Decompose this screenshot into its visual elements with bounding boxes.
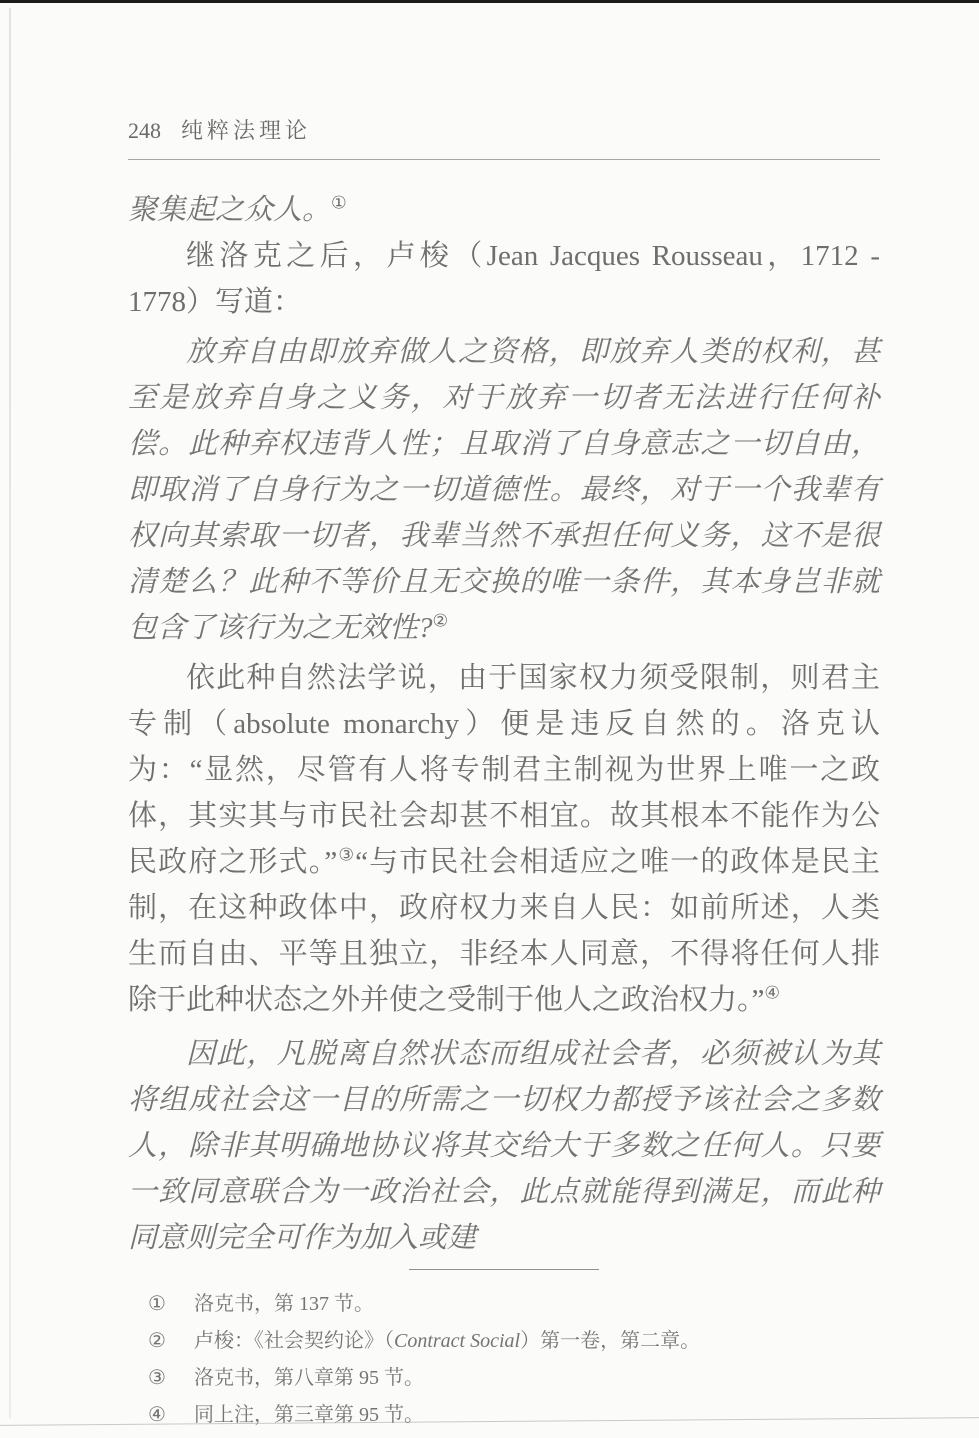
footnote-ref-4: ④ — [764, 982, 780, 1003]
book-title: 纯粹法理论 — [181, 118, 312, 143]
footnote-2-post: ）第一卷，第二章。 — [520, 1330, 701, 1352]
footnote-number-3: ③ — [148, 1367, 166, 1389]
scan-top-edge — [0, 0, 979, 3]
doctrine-text-part1: 依此种自然法学说，由于国家权力须受限制，则君主专制（absolute monarchy）便是违反自然的。洛克认为：“显然，尽管有人将专制君主制视为世界上唯一之政体，其实其与市民社会却甚不相宜。故其根本不能作为公民政府之形式。” — [128, 662, 880, 878]
body-text — [128, 160, 880, 1261]
running-head — [128, 114, 880, 160]
footnote-item-1 — [148, 1286, 880, 1323]
footnote-text-4: 同上注，第三章第 95 节。 — [194, 1404, 424, 1426]
footnote-ref-2: ② — [432, 610, 449, 631]
page-left-edge-shadow — [9, 8, 11, 1418]
footnote-item-3 — [148, 1360, 880, 1397]
rousseau-quote-text: 放弃自由即放弃做人之资格，即放弃人类的权利，甚至是放弃自身之义务，对于放弃一切者无法进行任何补偿。此种弃权违背人性；且取消了自身意志之一切自由，即取消了自身行为之一切道德性。最终，对于一个我辈有权向其索取一切者，我辈当然不承担任何义务，这不是很清楚么？此种不等价且无交换的唯一条件，其本身岂非就包含了该行为之无效性? — [128, 336, 880, 644]
paragraph-quote-continuation — [128, 187, 880, 233]
paragraph-rousseau-quote — [128, 329, 880, 651]
footnote-separator-rule — [409, 1269, 599, 1270]
doctrine-text-part2: “与市民社会相适应之唯一的政体是民主制，在这种政体中，政府权力来自人民：如前所述，人类生而自由、平等且独立，非经本人同意，不得将任何人排除于此种状态之外并使之受制于他人之政治权力。” — [128, 846, 881, 1016]
footnote-item-2 — [148, 1323, 880, 1360]
footnote-text-2 — [194, 1323, 880, 1360]
page-number: 248 — [128, 118, 161, 143]
footnote-ref-3: ③ — [337, 844, 356, 865]
footnote-number-4: ④ — [148, 1404, 166, 1426]
paragraph-natural-law-doctrine — [128, 655, 880, 1023]
footnote-item-4 — [148, 1397, 880, 1434]
footnote-ref-1: ① — [331, 192, 347, 213]
footnote-number-1: ① — [148, 1293, 166, 1315]
footnote-list — [128, 1286, 880, 1434]
paragraph-intro-rousseau — [128, 233, 880, 325]
footnote-2-latin-title: Contract Social — [394, 1330, 521, 1352]
page-content — [128, 114, 880, 1434]
footnote-text-3: 洛克书，第八章第 95 节。 — [194, 1367, 424, 1389]
quote-continuation-text: 聚集起之众人。 — [128, 194, 332, 226]
footnote-number-2: ② — [148, 1330, 166, 1352]
locke-quote-text: 因此，凡脱离自然状态而组成社会者，必须被认为其将组成社会这一目的所需之一切权力都授予该社会之多数人，除非其明确地协议将其交给大于多数之任何人。只要一致同意联合为一政治社会，此点就能得到满足，而此种同意则完全可作为加入或建 — [128, 1038, 880, 1254]
footnote-text-1: 洛克书，第 137 节。 — [194, 1293, 374, 1315]
paragraph-locke-quote — [128, 1031, 880, 1261]
footnote-2-pre: 卢梭：《社会契约论》（ — [194, 1330, 394, 1352]
intro-rousseau-text: 继洛克之后，卢梭（Jean Jacques Rousseau，1712 - 1778）写道： — [128, 240, 880, 318]
